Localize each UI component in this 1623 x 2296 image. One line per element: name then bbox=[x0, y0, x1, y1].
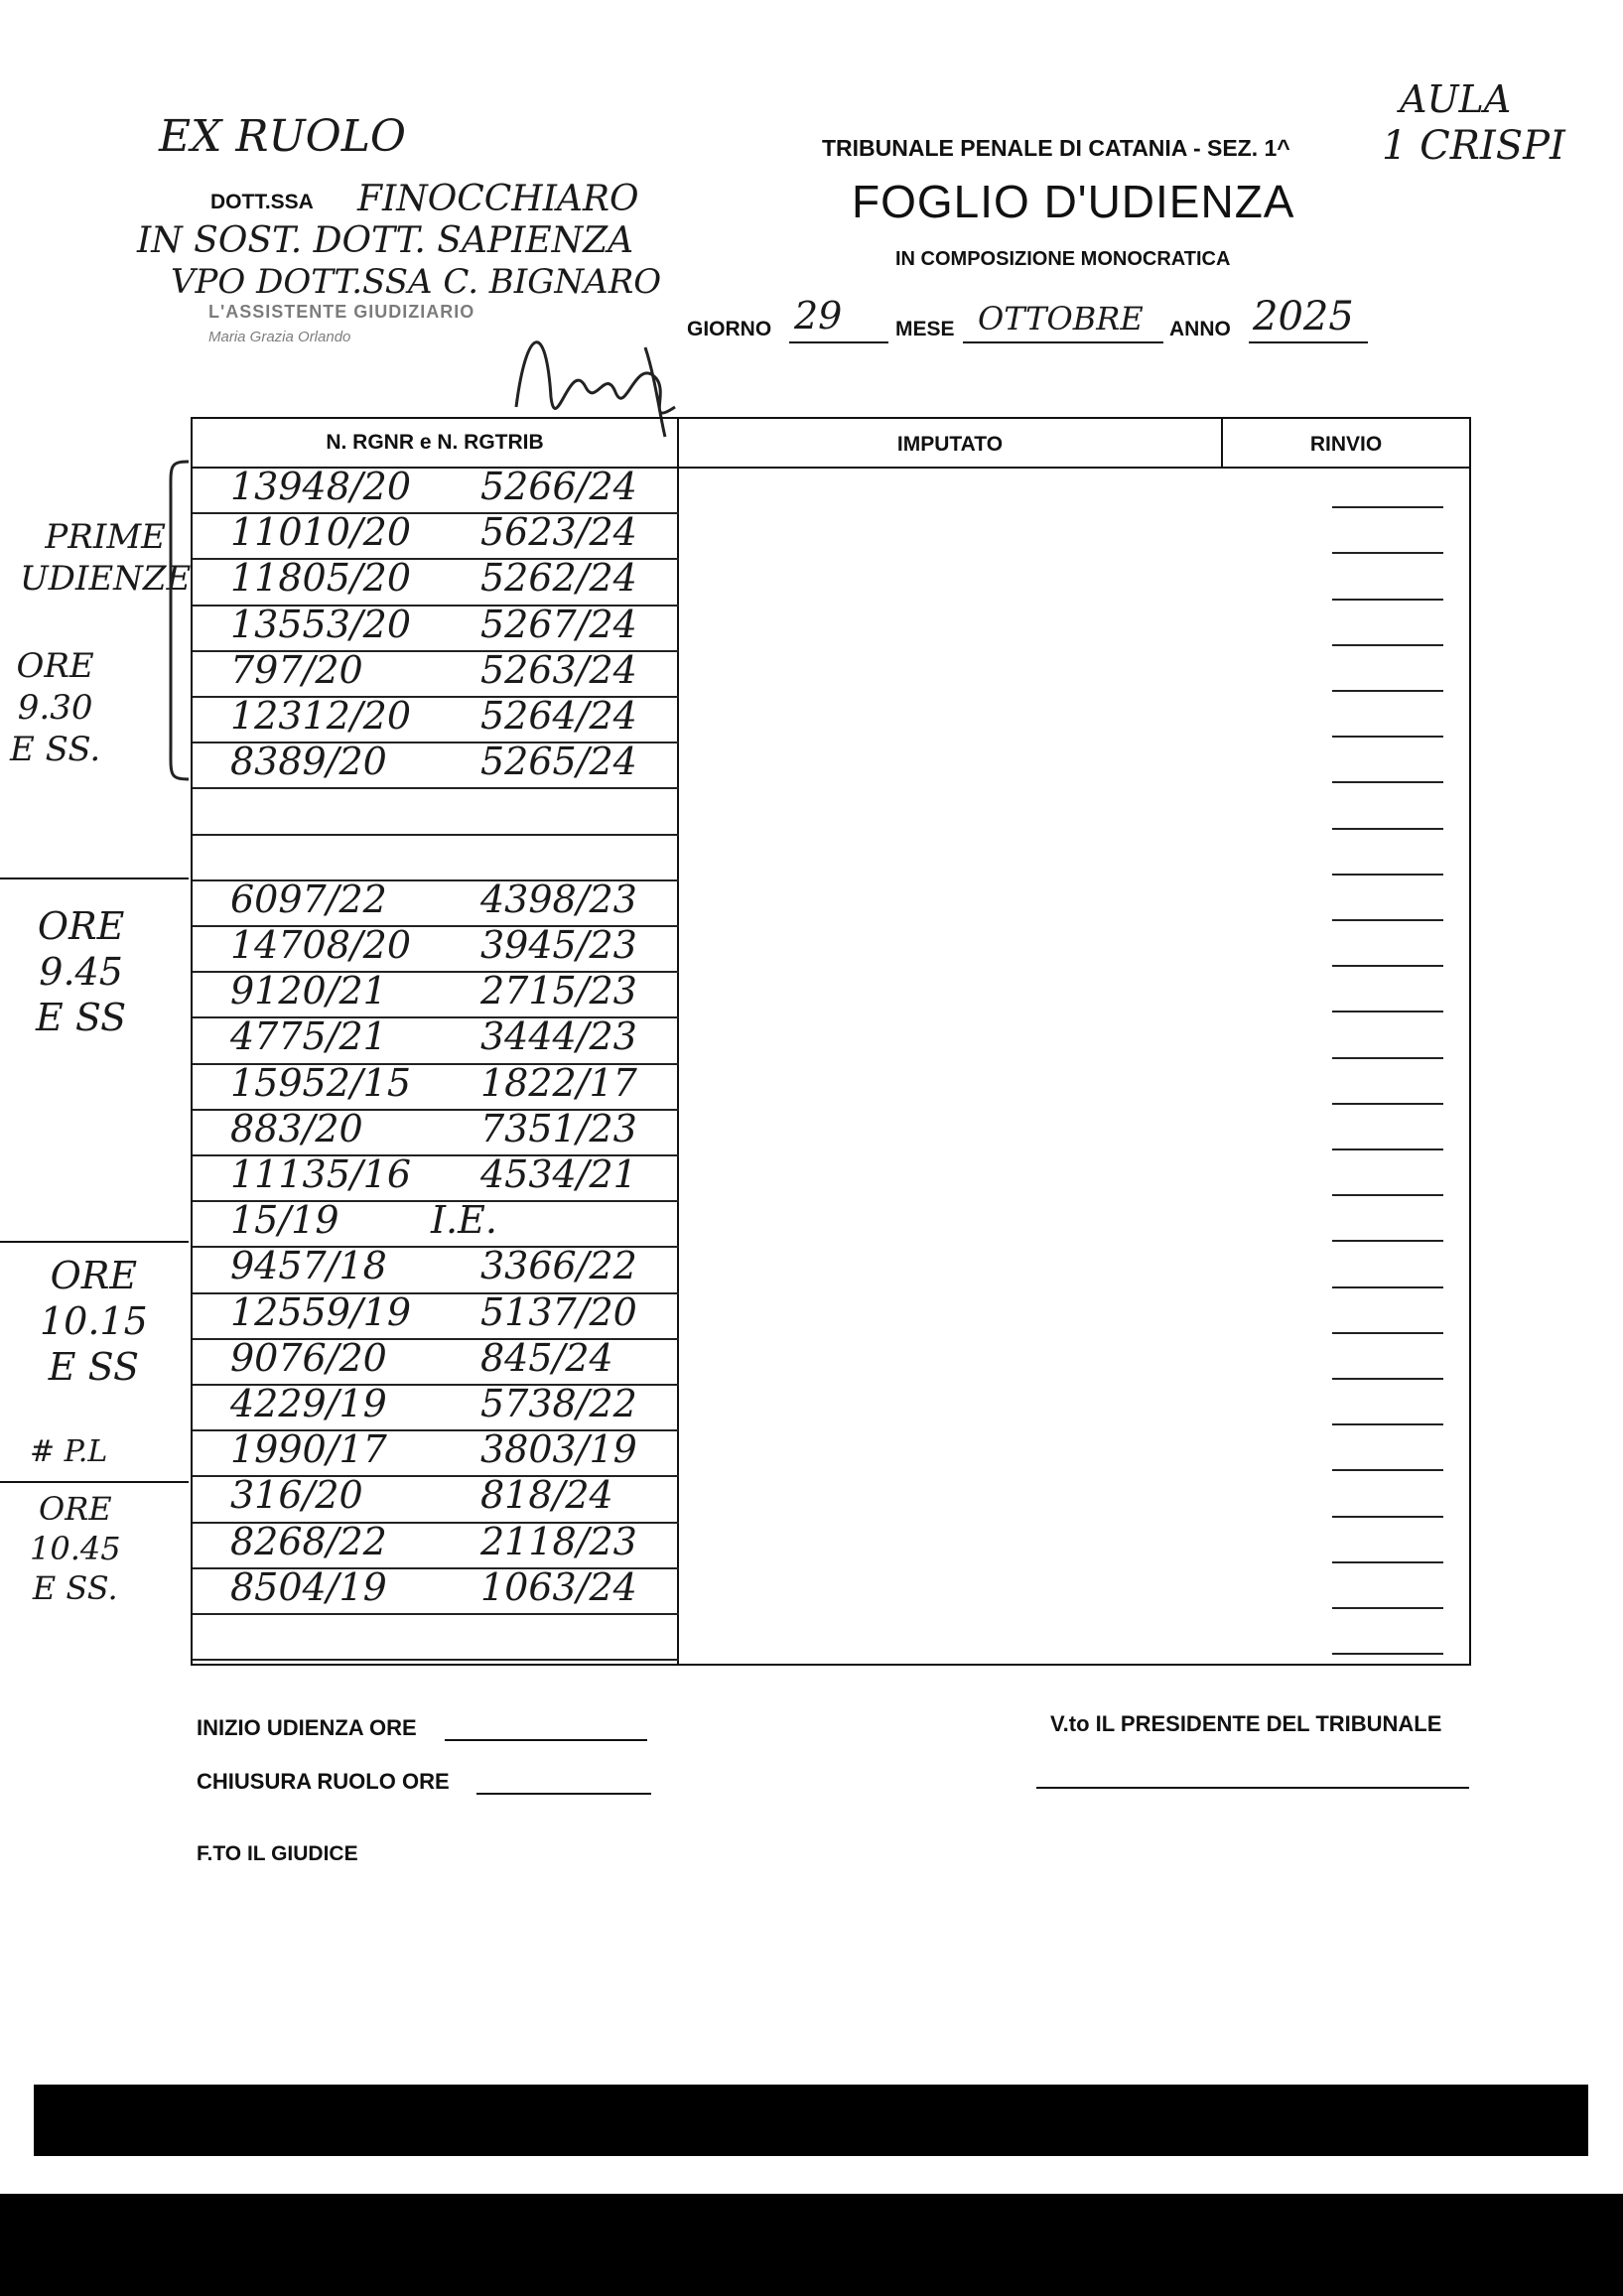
time-group-line: ORE bbox=[38, 1490, 112, 1528]
rinvio-blank bbox=[1332, 736, 1443, 738]
rgnr-number: 4775/21 bbox=[230, 1014, 387, 1059]
bracket-icon bbox=[159, 457, 199, 784]
time-group-label bbox=[10, 645, 100, 770]
dottssa-label: DOTT.SSA bbox=[210, 191, 314, 213]
rinvio-blank bbox=[1332, 1469, 1443, 1471]
stamp-line-1: L'ASSISTENTE GIUDIZIARIO bbox=[208, 302, 475, 322]
time-group-label bbox=[30, 1489, 121, 1608]
rgtrib-number: 845/24 bbox=[480, 1335, 613, 1380]
rgtrib-number: 5267/24 bbox=[480, 602, 637, 646]
rgnr-number: 15952/15 bbox=[230, 1060, 412, 1105]
aula-note: AULA bbox=[1400, 77, 1512, 121]
rinvio-blank bbox=[1332, 1103, 1443, 1105]
rgnr-number: 13948/20 bbox=[230, 465, 412, 508]
giorno-value: 29 bbox=[794, 294, 843, 338]
rinvio-blank bbox=[1332, 1516, 1443, 1518]
rinvio-blank bbox=[1332, 1561, 1443, 1563]
vpo-name: VPO DOTT.SSA C. BIGNARO bbox=[171, 262, 662, 302]
ex-ruolo-note: EX RUOLO bbox=[159, 111, 407, 162]
mese-underline bbox=[963, 341, 1163, 343]
col-header-imputato: IMPUTATO bbox=[896, 433, 1004, 456]
rinvio-blank bbox=[1332, 1332, 1443, 1334]
anno-underline bbox=[1249, 341, 1368, 343]
presidente-label: V.to IL PRESIDENTE DEL TRIBUNALE bbox=[1050, 1711, 1442, 1736]
rgnr-number: 9076/20 bbox=[230, 1335, 387, 1380]
time-group-line: PRIME bbox=[45, 517, 166, 557]
rinvio-blank bbox=[1332, 690, 1443, 692]
time-group-line: E SS bbox=[36, 996, 127, 1039]
row-line bbox=[193, 787, 679, 789]
rgtrib-number: 3803/19 bbox=[480, 1427, 637, 1472]
time-group-line: UDIENZE bbox=[20, 559, 192, 599]
rinvio-blank bbox=[1332, 644, 1443, 646]
rgnr-number: 6097/22 bbox=[230, 877, 387, 921]
scan-bar-top bbox=[34, 2085, 1588, 2156]
rgnr-number: 883/20 bbox=[230, 1106, 363, 1150]
rinvio-blank bbox=[1332, 874, 1443, 876]
rgtrib-number: 818/24 bbox=[480, 1473, 613, 1518]
rinvio-blank bbox=[1332, 781, 1443, 783]
assistant-stamp bbox=[208, 302, 546, 361]
rgtrib-number: 5623/24 bbox=[480, 510, 637, 555]
chiusura-ruolo-label: CHIUSURA RUOLO ORE bbox=[197, 1769, 450, 1794]
rgtrib-number: 1063/24 bbox=[480, 1564, 637, 1609]
mese-value: OTTOBRE bbox=[978, 300, 1144, 338]
anno-value: 2025 bbox=[1253, 294, 1354, 339]
rgtrib-number: 2118/23 bbox=[480, 1519, 637, 1563]
row-line bbox=[193, 1613, 679, 1615]
rgtrib-number: 1822/17 bbox=[480, 1060, 637, 1105]
rinvio-blank bbox=[1332, 1194, 1443, 1196]
giorno-underline bbox=[789, 341, 888, 343]
rinvio-blank bbox=[1332, 599, 1443, 601]
col-header-rinvio: RINVIO bbox=[1309, 433, 1383, 456]
rgtrib-number: 5266/24 bbox=[480, 465, 637, 508]
time-group-line: ORE bbox=[50, 1254, 138, 1297]
group-separator bbox=[0, 1241, 189, 1243]
rinvio-blank bbox=[1332, 1423, 1443, 1425]
rgnr-number: 12559/19 bbox=[230, 1289, 412, 1334]
time-group-line: 10.45 bbox=[30, 1530, 121, 1567]
time-group-line: ORE bbox=[37, 904, 125, 948]
rgnr-number: 8504/19 bbox=[230, 1564, 387, 1609]
time-group-line: E SS. bbox=[32, 1569, 118, 1607]
time-group-label bbox=[40, 1253, 148, 1390]
col-header-rgnr: N. RGNR e N. RGTRIB bbox=[326, 431, 544, 454]
mese-label: MESE bbox=[895, 318, 955, 340]
rgnr-number: 14708/20 bbox=[230, 923, 412, 967]
rinvio-blank bbox=[1332, 1148, 1443, 1150]
rinvio-blank bbox=[1332, 1607, 1443, 1609]
rgtrib-number: 2715/23 bbox=[480, 969, 637, 1013]
rgnr-number: 8389/20 bbox=[230, 740, 387, 784]
rgnr-number: 4229/19 bbox=[230, 1382, 387, 1425]
time-group-line: 9.45 bbox=[39, 950, 123, 994]
rgnr-number: 1990/17 bbox=[230, 1427, 387, 1472]
time-group-line: # P.L bbox=[30, 1434, 108, 1469]
rinvio-blank bbox=[1332, 828, 1443, 830]
row-line bbox=[193, 1659, 679, 1661]
rinvio-blank bbox=[1332, 1057, 1443, 1059]
rgtrib-number: 5263/24 bbox=[480, 647, 637, 692]
rinvio-blank bbox=[1332, 552, 1443, 554]
rinvio-blank bbox=[1332, 1011, 1443, 1013]
time-group-line: E SS. bbox=[10, 730, 101, 769]
rgtrib-number: 3444/23 bbox=[480, 1014, 637, 1059]
judge-name: FINOCCHIARO bbox=[357, 179, 639, 219]
rgtrib-number: 5264/24 bbox=[480, 694, 637, 738]
group-separator bbox=[0, 878, 189, 879]
giorno-label: GIORNO bbox=[687, 318, 772, 340]
inizio-underline bbox=[445, 1739, 647, 1741]
time-group-line: 10.15 bbox=[40, 1299, 148, 1343]
rgnr-number: 11805/20 bbox=[230, 556, 412, 601]
anno-label: ANNO bbox=[1169, 318, 1231, 340]
rinvio-blank bbox=[1332, 965, 1443, 967]
rinvio-blank bbox=[1332, 1240, 1443, 1242]
rgtrib-number: I.E. bbox=[431, 1198, 497, 1243]
rinvio-blank bbox=[1332, 1653, 1443, 1655]
hearing-table bbox=[191, 417, 1471, 1666]
rgtrib-number: 5265/24 bbox=[480, 740, 637, 784]
rgtrib-number: 7351/23 bbox=[480, 1106, 637, 1150]
rgnr-number: 15/19 bbox=[230, 1198, 339, 1243]
rgtrib-number: 3945/23 bbox=[480, 923, 637, 967]
rgnr-number: 12312/20 bbox=[230, 694, 412, 738]
rinvio-blank bbox=[1332, 506, 1443, 508]
rgnr-number: 316/20 bbox=[230, 1473, 363, 1518]
scan-bar-bottom bbox=[0, 2194, 1623, 2296]
time-group-label bbox=[30, 1433, 107, 1471]
stamp-line-2: Maria Grazia Orlando bbox=[208, 329, 351, 345]
group-separator bbox=[0, 1481, 189, 1483]
rgnr-number: 797/20 bbox=[230, 647, 363, 692]
rgtrib-number: 5137/20 bbox=[480, 1289, 637, 1334]
time-group-label bbox=[36, 903, 126, 1040]
rgtrib-number: 3366/22 bbox=[480, 1244, 637, 1288]
page-title: FOGLIO D'UDIENZA bbox=[852, 176, 1295, 227]
row-line bbox=[193, 834, 679, 836]
chiusura-underline bbox=[476, 1793, 651, 1795]
time-group-line: ORE bbox=[16, 646, 94, 686]
rgtrib-number: 4398/23 bbox=[480, 877, 637, 921]
rgtrib-number: 4534/21 bbox=[480, 1152, 637, 1196]
rgnr-number: 8268/22 bbox=[230, 1519, 387, 1563]
rgnr-number: 9457/18 bbox=[230, 1244, 387, 1288]
rinvio-blank bbox=[1332, 1378, 1443, 1380]
rinvio-blank bbox=[1332, 919, 1443, 921]
subtitle: IN COMPOSIZIONE MONOCRATICA bbox=[895, 248, 1231, 270]
court-name: TRIBUNALE PENALE DI CATANIA - SEZ. 1^ bbox=[822, 135, 1290, 161]
substitute-judge: IN SOST. DOTT. SAPIENZA bbox=[137, 220, 634, 261]
rgnr-number: 11010/20 bbox=[230, 510, 412, 555]
time-group-line: E SS bbox=[48, 1345, 139, 1389]
rgnr-number: 13553/20 bbox=[230, 602, 412, 646]
presidente-signature-line bbox=[1036, 1787, 1469, 1789]
inizio-udienza-label: INIZIO UDIENZA ORE bbox=[197, 1715, 417, 1740]
rgnr-number: 9120/21 bbox=[230, 969, 387, 1013]
rgtrib-number: 5262/24 bbox=[480, 556, 637, 601]
rinvio-blank bbox=[1332, 1286, 1443, 1288]
rgtrib-number: 5738/22 bbox=[480, 1382, 637, 1425]
rgnr-number: 11135/16 bbox=[230, 1152, 412, 1196]
aula-name-note: 1 CRISPI bbox=[1382, 123, 1565, 169]
time-group-line: 9.30 bbox=[17, 688, 93, 728]
giudice-label: F.TO IL GIUDICE bbox=[197, 1842, 358, 1865]
